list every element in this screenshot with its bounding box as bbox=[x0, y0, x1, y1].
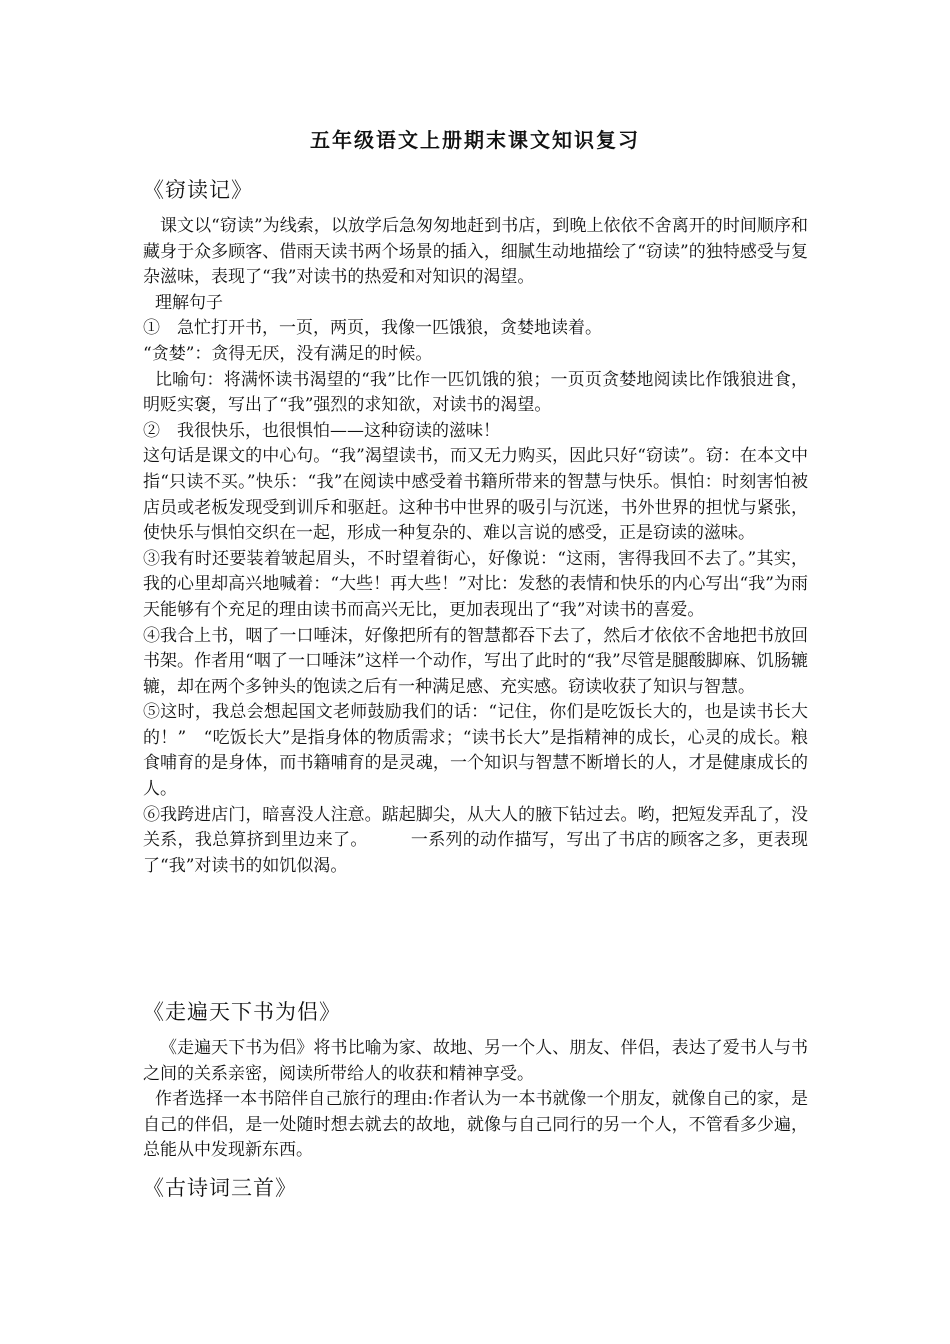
section-heading-qiedu: 《窃读记》 bbox=[143, 178, 253, 202]
paragraph-sentence-5: ⑤这时，我总会想起国文老师鼓励我们的话：“记住，你们是吃饭长大的，也是读书长大的！” “吃饭长大”是指身体的物质需求；“读书长大”是指精神的成长，心灵的成长。粮食哺育的是身体，而书籍哺育的是灵魂，一个知识与智慧不断增长的人，才是健康成长的人。 bbox=[143, 702, 808, 800]
section-heading-zoubian: 《走遍天下书为侣》 bbox=[143, 1000, 341, 1024]
section-heading-gushici: 《古诗词三首》 bbox=[143, 1176, 297, 1200]
paragraph-sentence-4: ④我合上书，咽了一口唾沫，好像把所有的智慧都吞下去了，然后才依依不舍地把书放回书架。作者用“咽了一口唾沫”这样一个动作，写出了此时的“我”尽管是腿酸脚麻、饥肠辘辘，却在两个多钟头的饱读之后有一种满足感、充实感。窃读收获了知识与智慧。 bbox=[143, 625, 808, 697]
paragraph-sentence-3: ③我有时还要装着皱起眉头，不时望着街心，好像说：“这雨，害得我回不去了。”其实，我的心里却高兴地喊着：“大些！再大些！”对比：发愁的表情和快乐的内心写出“我”为雨天能够有个充足的理由读书而高兴无比，更加表现出了“我”对读书的喜爱。 bbox=[143, 548, 808, 620]
paragraph-sentence-6: ⑥我跨进店门，暗喜没人注意。踮起脚尖，从大人的腋下钻过去。哟，把短发弄乱了，没关系，我总算挤到里边来了。 一系列的动作描写，写出了书店的顾客之多，更表现了“我”对读书的如饥似渴。 bbox=[143, 804, 808, 876]
paragraph-metaphor-note: 比喻句：将满怀读书渴望的“我”比作一匹饥饿的狼；一页页贪婪地阅读比作饿狼进食，明贬实褒，写出了“我”强烈的求知欲，对读书的渴望。 bbox=[143, 369, 808, 416]
paragraph-book-companion-summary: 《走遍天下书为侣》将书比喻为家、故地、另一个人、朋友、伴侣，表达了爱书人与书之间的关系亲密，阅读所带给人的收获和精神享受。 bbox=[143, 1038, 808, 1084]
paragraph-subheading: 理解句子 bbox=[155, 292, 223, 313]
paragraph-central-sentence: 这句话是课文的中心句。“我”渴望读书，而又无力购买，因此只好“窃读”。窃：在本文中指“只读不买。”快乐：“我”在阅读中感受着书籍所带来的智慧与快乐。惧怕：时刻害怕被店员或老板发现受到训斥和驱赶。这种书中世界的吸引与沉迷，书外世界的担忧与紧张，使快乐与惧怕交织在一起，形成一种复杂的、难以言说的感受，正是窃读的滋味。 bbox=[143, 446, 808, 544]
section-body-zoubian bbox=[143, 1036, 808, 1164]
paragraph-sentence-1: ① 急忙打开书，一页，两页，我像一匹饿狼，贪婪地读着。 bbox=[143, 318, 602, 339]
section-body-qiedu bbox=[143, 214, 808, 879]
paragraph-sentence-2: ② 我很快乐，也很惧怕——这种窃读的滋味！ bbox=[143, 420, 500, 441]
paragraph-summary: 课文以“窃读”为线索，以放学后急匆匆地赶到书店，到晚上依依不舍离开的时间顺序和藏身于众多顾客、借雨天读书两个场景的插入，细腻生动地描绘了“窃读”的独特感受与复杂滋味，表现了“我”对读书的热爱和对知识的渴望。 bbox=[143, 216, 808, 288]
paragraph-word-note: “贪婪”：贪得无厌，没有满足的时候。 bbox=[143, 343, 433, 364]
paragraph-book-companion-reason: 作者选择一本书陪伴自己旅行的理由:作者认为一本书就像一个朋友，就像自己的家，是自己的伴侣，是一处随时想去就去的故地，就像与自己同行的另一个人，不管看多少遍，总能从中发现新东西。 bbox=[143, 1089, 808, 1161]
document-title: 五年级语文上册期末课文知识复习 bbox=[310, 128, 640, 152]
